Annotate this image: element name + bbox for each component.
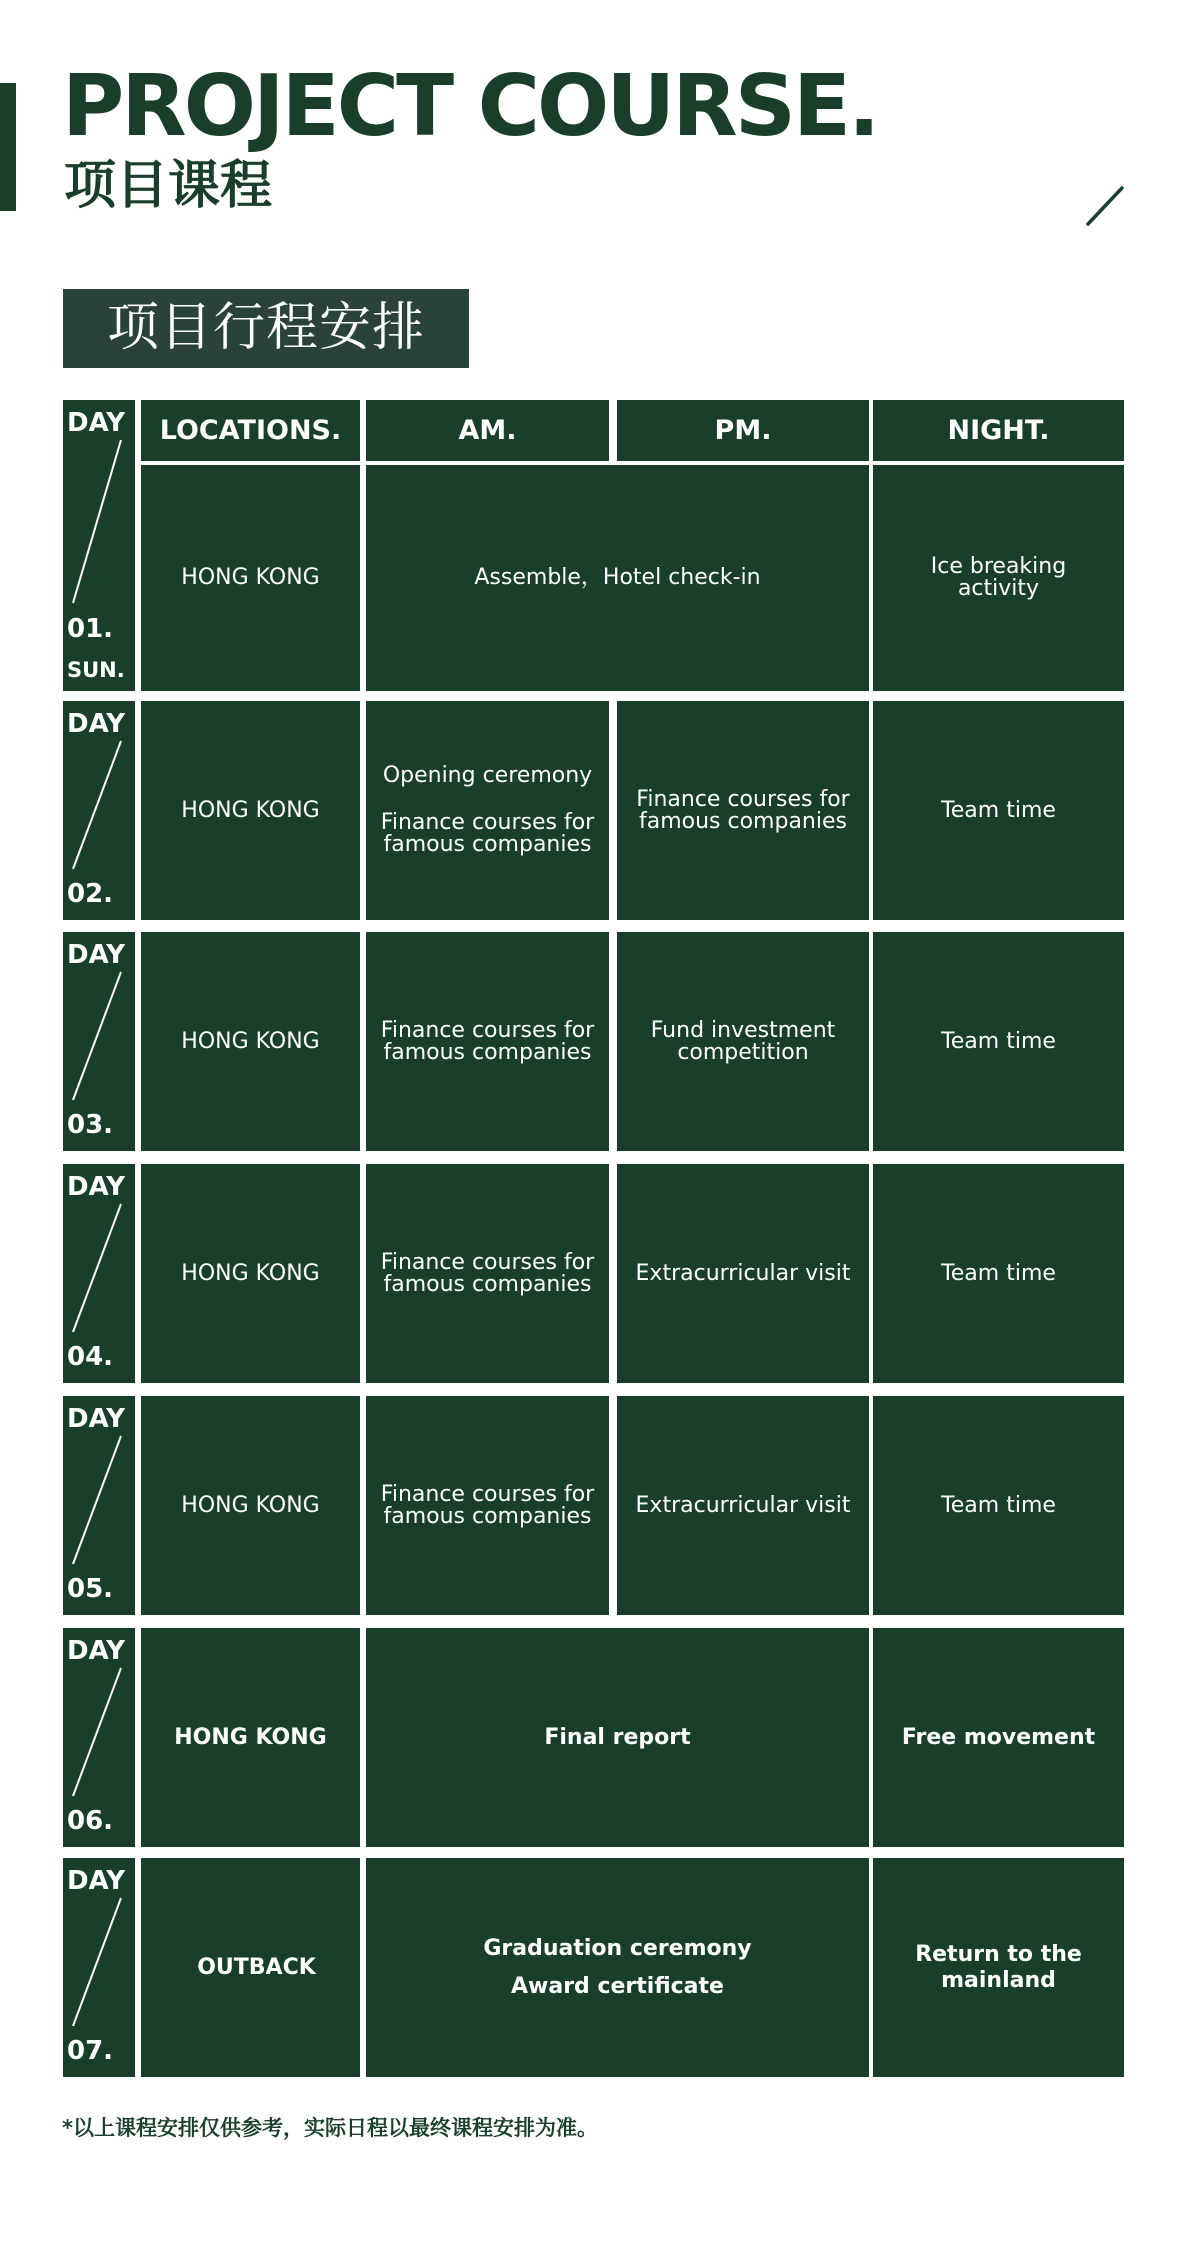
- am-cell: [366, 932, 609, 1151]
- day-label-02: [63, 701, 135, 920]
- day-word: DAY: [67, 1636, 126, 1666]
- am-line: Finance courses for: [380, 1249, 595, 1275]
- pm-line: famous companies: [638, 808, 847, 834]
- night-line: Ice breaking: [930, 554, 1067, 579]
- section-label: 项目行程安排: [63, 289, 469, 368]
- location-cell: HONG KONG: [141, 465, 360, 691]
- night-cell: Team time: [873, 701, 1124, 920]
- am-pm-merged-cell: Final report: [366, 1628, 869, 1847]
- day-label-06: [63, 1628, 135, 1847]
- pm-line: Finance courses for: [636, 786, 850, 812]
- night-line: Return to the: [915, 1941, 1082, 1967]
- day-word: DAY: [67, 940, 126, 970]
- am-line: Finance courses for: [380, 1017, 595, 1043]
- pm-cell: [617, 932, 869, 1151]
- day-number: 02.: [67, 879, 114, 909]
- location-cell: HONG KONG: [141, 932, 360, 1151]
- pm-cell: Extracurricular visit: [617, 1396, 869, 1615]
- night-cell: Team time: [873, 932, 1124, 1151]
- location-cell: HONG KONG: [141, 1628, 360, 1847]
- am-line: Opening ceremony: [382, 763, 593, 788]
- pm-cell: [617, 701, 869, 920]
- day-label-05: [63, 1396, 135, 1615]
- location-cell: HONG KONG: [141, 1396, 360, 1615]
- night-cell: Team time: [873, 1396, 1124, 1615]
- location-cell: HONG KONG: [141, 701, 360, 920]
- day-number: 04.: [67, 1342, 114, 1372]
- day-word: DAY: [67, 709, 126, 739]
- night-cell: [873, 1858, 1124, 2077]
- column-header-pm: PM.: [617, 400, 869, 461]
- am-line: Finance courses for: [380, 810, 595, 835]
- am-line: famous companies: [383, 832, 592, 857]
- day-divider-icon: [63, 400, 135, 691]
- day-word: DAY: [67, 1866, 126, 1896]
- column-header-night: NIGHT.: [873, 400, 1124, 461]
- day-weekday: SUN.: [67, 658, 125, 682]
- column-header-locations: LOCATIONS.: [141, 400, 360, 461]
- pm-line: competition: [677, 1039, 809, 1065]
- night-cell: [873, 465, 1124, 691]
- page-title: PROJECT COURSE.: [62, 57, 878, 156]
- day-label-07: [63, 1858, 135, 2077]
- day-label-03: [63, 932, 135, 1151]
- am-line: famous companies: [383, 1503, 592, 1529]
- am-cell: [366, 1164, 609, 1383]
- day-word: DAY: [67, 1404, 126, 1434]
- am-line: famous companies: [383, 1039, 592, 1065]
- day-word: DAY: [67, 1172, 126, 1202]
- am-cell: [366, 1396, 609, 1615]
- day-label-01: [63, 400, 135, 691]
- day-number: 07.: [67, 2036, 114, 2066]
- page-subtitle: 项目课程: [64, 156, 273, 216]
- night-line: mainland: [941, 1967, 1056, 1993]
- am-line: famous companies: [383, 1271, 592, 1297]
- night-line: activity: [957, 576, 1040, 601]
- day-label-04: [63, 1164, 135, 1383]
- day-number: 06.: [67, 1806, 114, 1836]
- column-header-am: AM.: [366, 400, 609, 461]
- night-cell: Free movement: [873, 1628, 1124, 1847]
- location-cell: HONG KONG: [141, 1164, 360, 1383]
- day-number: 01.: [67, 614, 114, 644]
- location-cell: OUTBACK: [141, 1858, 360, 2077]
- merged-line: Graduation ceremony: [483, 1935, 752, 1961]
- am-cell: [366, 701, 609, 920]
- night-cell: Team time: [873, 1164, 1124, 1383]
- am-line: Finance courses for: [380, 1481, 595, 1507]
- pm-cell: Extracurricular visit: [617, 1164, 869, 1383]
- pm-line: Fund investment: [650, 1017, 836, 1043]
- am-pm-merged-cell: [366, 1858, 869, 2077]
- day-word: DAY: [67, 408, 126, 438]
- day-number: 05.: [67, 1574, 114, 1604]
- footnote: *以上课程安排仅供参考，实际日程以最终课程安排为准。: [62, 2116, 598, 2140]
- merged-line: Award certificate: [511, 1973, 724, 1999]
- am-pm-merged-cell: Assemble，Hotel check-in: [366, 465, 869, 691]
- day-number: 03.: [67, 1110, 114, 1140]
